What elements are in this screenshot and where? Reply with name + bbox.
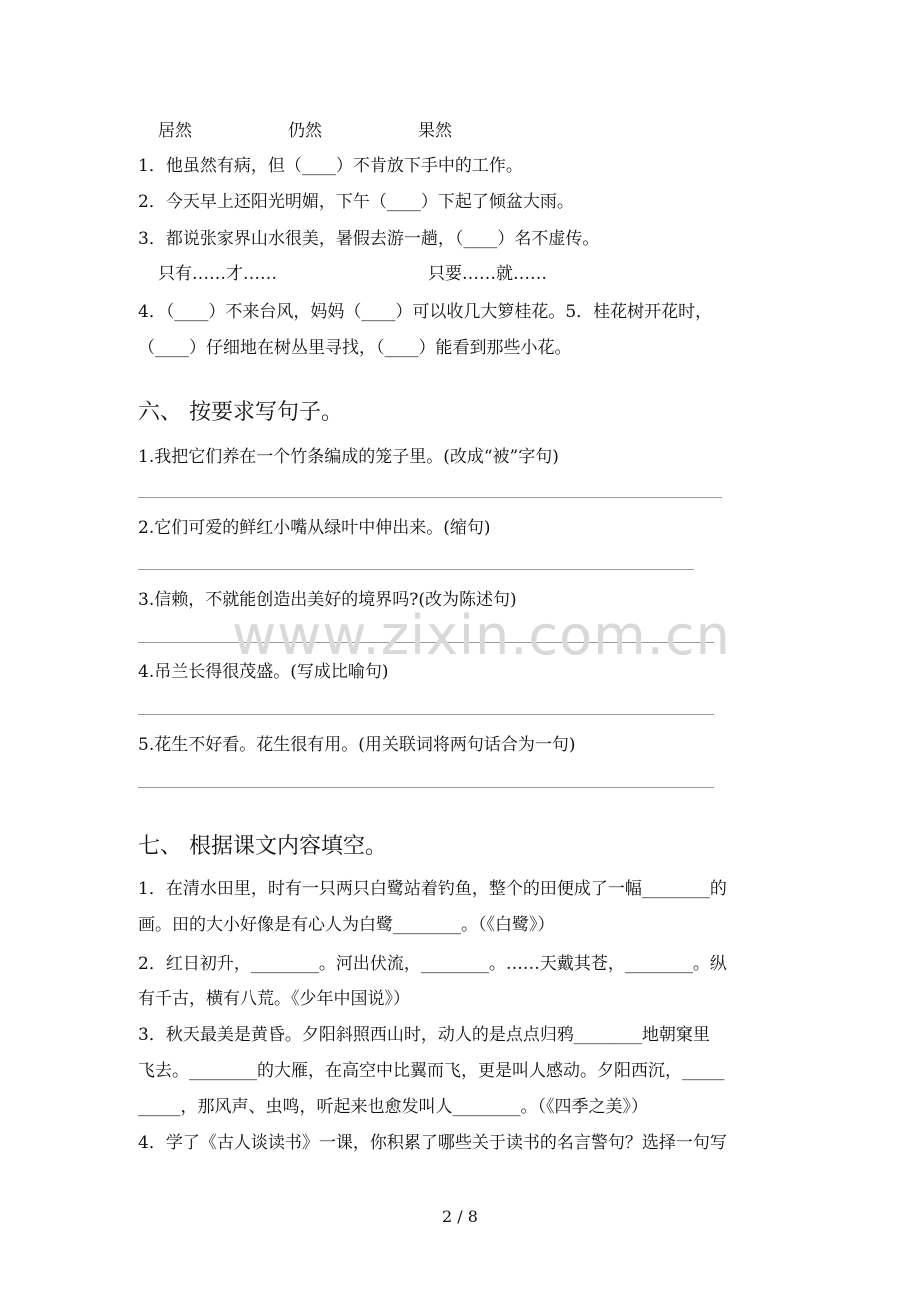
- answer-line[interactable]: [138, 787, 714, 788]
- answer-line[interactable]: [138, 714, 714, 715]
- section-heading: 七、 根据课文内容填空。: [138, 834, 387, 859]
- fill-blank-item: （____）仔细地在树丛里寻找，（____）能看到那些小花。: [138, 338, 572, 358]
- fill-blank-item: 飞去。________的大雁，在高空中比翼而飞，更是叫人感动。夕阳西沉，_____: [138, 1061, 725, 1081]
- answer-line[interactable]: [138, 497, 722, 498]
- fill-blank-item: 2．今天早上还阳光明媚，下午（____）下起了倾盆大雨。: [138, 192, 574, 212]
- fill-blank-item: 1．在清水田里，时有一只两只白鹭站着钓鱼，整个的田便成了一幅________的: [138, 879, 727, 899]
- fill-blank-item: 2．红日初升，________。河出伏流，________。……天戴其苍，________。纵: [138, 954, 727, 974]
- fill-blank-item: 4．学了《古人谈读书》一课，你积累了哪些关于读书的名言警句？选择一句写: [138, 1133, 727, 1153]
- question: 4.吊兰长得很茂盛。(写成比喻句): [138, 662, 389, 682]
- question: 1.我把它们养在一个竹条编成的笼子里。(改成“被”字句): [138, 447, 559, 467]
- question: 3.信赖，不就能创造出美好的境界吗?(改为陈述句): [138, 590, 517, 610]
- page-number: 2 / 8: [442, 1207, 478, 1226]
- answer-line[interactable]: [138, 569, 694, 570]
- question: 5.花生不好看。花生很有用。(用关联词将两句话合为一句): [138, 735, 576, 755]
- fill-blank-item: _____，那风声、虫鸣，听起来也愈发叫人________。（《四季之美》）: [138, 1097, 648, 1117]
- question: 2.它们可爱的鲜红小嘴从绿叶中伸出来。(缩句): [138, 518, 491, 538]
- fill-blank-item: 1．他虽然有病，但（____）不肯放下手中的工作。: [138, 156, 523, 176]
- fill-blank-item: 画。田的大小好像是有心人为白鹭________。（《白鹭》）: [138, 915, 555, 935]
- word-bank-option: 果然: [418, 121, 452, 141]
- fill-blank-item: 3．都说张家界山水很美，暑假去游一趟，（____）名不虚传。: [138, 229, 600, 249]
- fill-blank-item: 有千古，横有八荒。《少年中国说》）: [138, 989, 410, 1009]
- word-bank-option: 居然: [158, 121, 192, 141]
- watermark: www.zixin.com.cn: [232, 604, 731, 667]
- fill-blank-item: 3．秋天最美是黄昏。夕阳斜照西山时，动人的是点点归鸦________地朝窠里: [138, 1025, 710, 1045]
- fill-blank-item: 4．（____）不来台风，妈妈（____）可以收几大箩桂花。5．桂花树开花时，: [138, 302, 713, 322]
- section-heading: 六、 按要求写句子。: [138, 400, 343, 425]
- word-bank-option: 只要……就……: [428, 264, 547, 284]
- word-bank-option: 只有……才……: [158, 264, 277, 284]
- word-bank-option: 仍然: [288, 121, 322, 141]
